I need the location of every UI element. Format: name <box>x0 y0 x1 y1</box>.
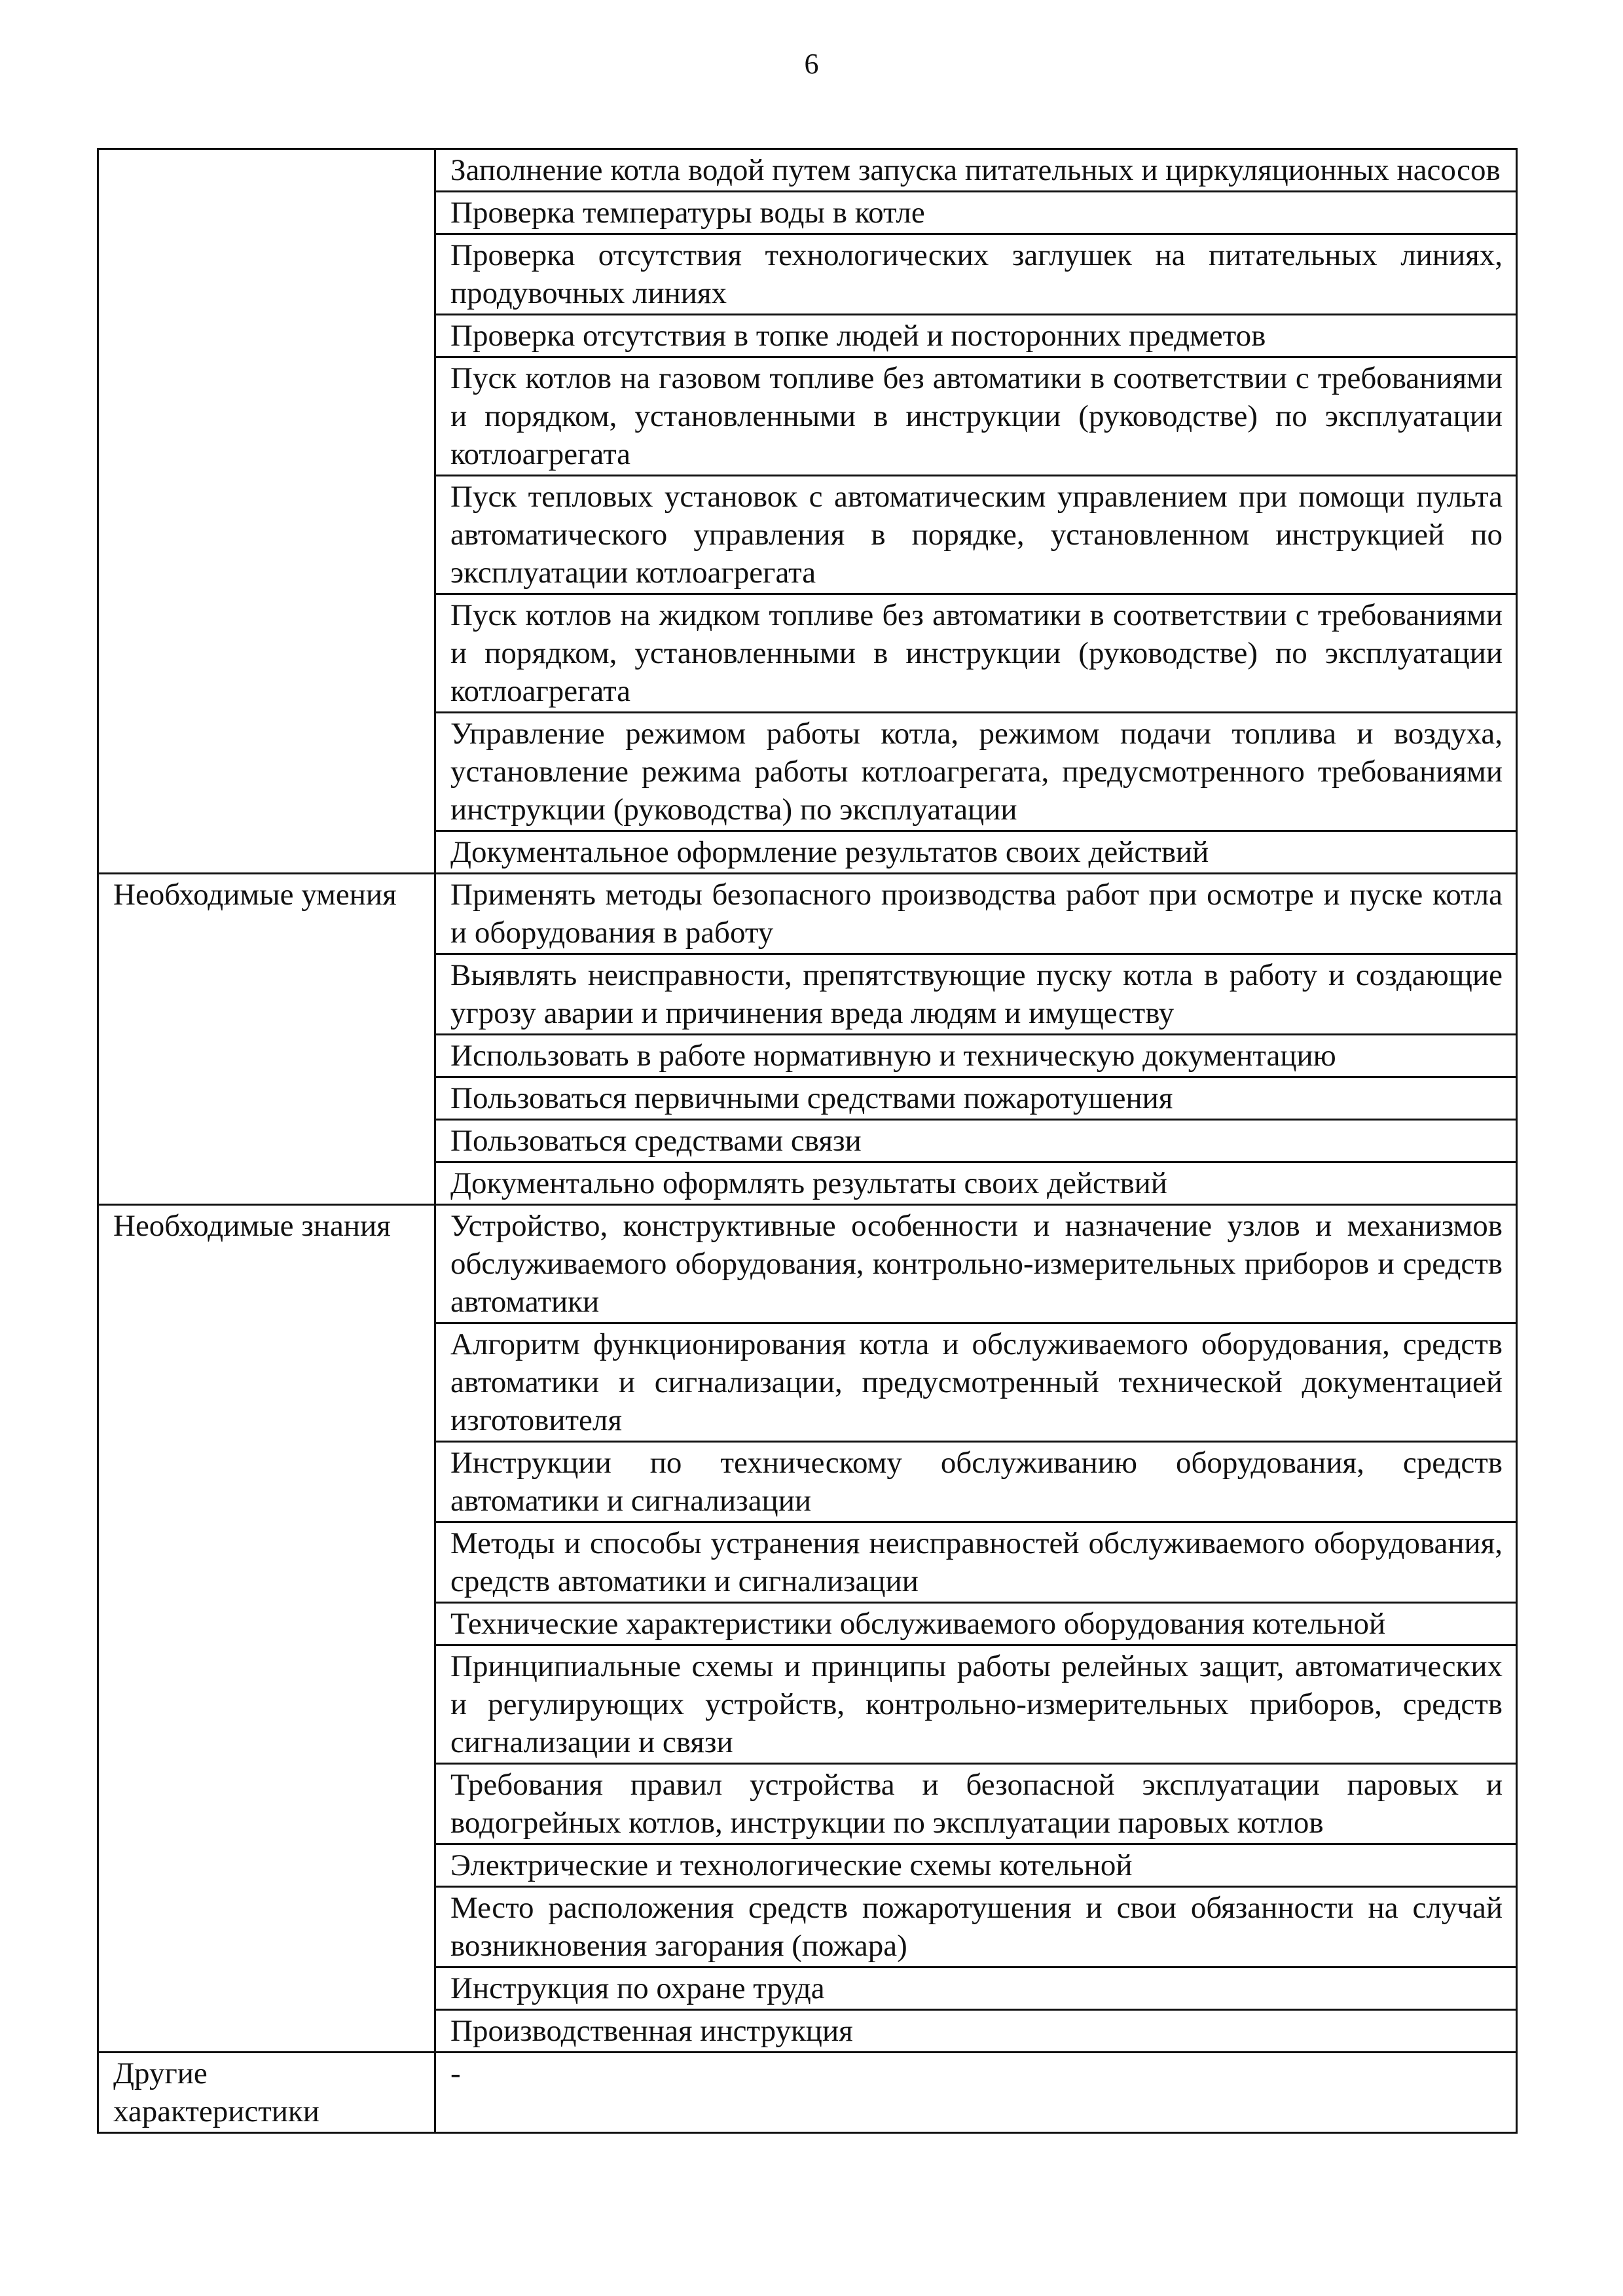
requirement-cell <box>435 1120 1517 1162</box>
requirement-text: Требования правил устройства и безопасной эксплуатации паровых и водогрейных котлов, инструкции по эксплуатации паровых котлов <box>450 1768 1503 1840</box>
requirement-text: Документальное оформление результатов своих действий <box>450 835 1209 869</box>
requirement-text: Инструкции по техническому обслуживанию оборудования, средств автоматики и сигнализации <box>450 1446 1503 1518</box>
requirement-text: Проверка температуры воды в котле <box>450 196 925 230</box>
section-label: Необходимые умения <box>113 878 397 912</box>
requirement-cell <box>435 954 1517 1035</box>
requirement-cell <box>435 476 1517 594</box>
table-row <box>98 2053 1517 2133</box>
requirement-cell <box>435 1205 1517 1323</box>
requirement-cell <box>435 1603 1517 1645</box>
requirement-text: Пуск котлов на газовом топливе без автоматики в соответствии с требованиями и порядком, установленными в инструкции (руководстве) по эксплуатации котлоагрегата <box>450 361 1503 471</box>
requirement-cell <box>435 1645 1517 1764</box>
requirement-cell <box>435 1764 1517 1844</box>
requirement-text: Проверка отсутствия технологических заглушек на питательных линиях, продувочных линиях <box>450 238 1503 310</box>
requirement-text: Технические характеристики обслуживаемого оборудования котельной <box>450 1607 1386 1641</box>
requirement-cell <box>435 1844 1517 1887</box>
requirement-cell <box>435 357 1517 476</box>
requirement-text: Проверка отсутствия в топке людей и посторонних предметов <box>450 319 1266 353</box>
requirement-text: Заполнение котла водой путем запуска питательных и циркуляционных насосов <box>450 153 1501 187</box>
requirement-cell <box>435 1323 1517 1442</box>
table-row <box>98 149 1517 192</box>
section-label-cell <box>98 1205 435 2053</box>
table-row <box>98 874 1517 954</box>
table-row <box>98 1205 1517 1323</box>
section-label-cell <box>98 2053 435 2133</box>
requirement-text: Производственная инструкция <box>450 2014 853 2048</box>
requirement-text: Пользоваться первичными средствами пожаротушения <box>450 1081 1173 1115</box>
requirement-cell <box>435 2053 1517 2133</box>
requirement-cell <box>435 1077 1517 1120</box>
requirement-text: Пуск котлов на жидком топливе без автоматики в соответствии с требованиями и порядком, установленными в инструкции (руководстве) по эксплуатации котлоагрегата <box>450 598 1503 708</box>
requirement-text: - <box>450 2056 461 2090</box>
requirement-cell <box>435 1035 1517 1077</box>
requirement-text: Выявлять неисправности, препятствующие пуску котла в работу и создающие угрозу аварии и причинения вреда людям и имуществу <box>450 958 1503 1030</box>
requirement-text: Использовать в работе нормативную и техническую документацию <box>450 1039 1336 1073</box>
requirement-cell <box>435 315 1517 357</box>
requirement-cell <box>435 149 1517 192</box>
requirement-text: Пользоваться средствами связи <box>450 1124 862 1158</box>
requirement-text: Место расположения средств пожаротушения и свои обязанности на случай возникновения загорания (пожара) <box>450 1891 1503 1963</box>
requirement-text: Управление режимом работы котла, режимом подачи топлива и воздуха, установление режима работы котлоагрегата, предусмотренного требованиями инструкции (руководства) по эксплуатации <box>450 717 1503 827</box>
requirement-cell <box>435 2010 1517 2053</box>
section-label-cell <box>98 874 435 1205</box>
requirement-cell <box>435 1442 1517 1522</box>
requirement-cell <box>435 713 1517 831</box>
requirement-cell <box>435 1162 1517 1205</box>
section-label-cell <box>98 149 435 874</box>
requirement-cell <box>435 1967 1517 2010</box>
requirement-text: Инструкция по охране труда <box>450 1971 825 2005</box>
page-number: 6 <box>804 48 819 80</box>
requirements-table <box>97 148 1518 2134</box>
requirement-text: Принципиальные схемы и принципы работы релейных защит, автоматических и регулирующих устройств, контрольно-измерительных приборов, средств сигнализации и связи <box>450 1649 1503 1759</box>
requirement-text: Алгоритм функционирования котла и обслуживаемого оборудования, средств автоматики и сигнализации, предусмотренный технической документацией изготовителя <box>450 1327 1503 1437</box>
requirement-cell <box>435 874 1517 954</box>
requirement-text: Пуск тепловых установок с автоматическим управлением при помощи пульта автоматического управления в порядке, установленном инструкцией по эксплуатации котлоагрегата <box>450 480 1503 590</box>
requirement-text: Методы и способы устранения неисправностей обслуживаемого оборудования, средств автоматики и сигнализации <box>450 1526 1503 1598</box>
requirement-cell <box>435 234 1517 315</box>
requirement-cell <box>435 831 1517 874</box>
requirement-cell <box>435 192 1517 234</box>
requirement-text: Устройство, конструктивные особенности и назначение узлов и механизмов обслуживаемого оборудования, контрольно-измерительных приборов и средств автоматики <box>450 1209 1503 1319</box>
requirement-text: Применять методы безопасного производства работ при осмотре и пуске котла и оборудования в работу <box>450 878 1503 950</box>
requirement-cell <box>435 1887 1517 1967</box>
section-label: Другие характеристики <box>113 2056 319 2128</box>
section-label: Необходимые знания <box>113 1209 391 1243</box>
requirement-cell <box>435 594 1517 713</box>
requirement-text: Электрические и технологические схемы котельной <box>450 1848 1133 1882</box>
requirement-text: Документально оформлять результаты своих действий <box>450 1166 1167 1200</box>
requirement-cell <box>435 1522 1517 1603</box>
